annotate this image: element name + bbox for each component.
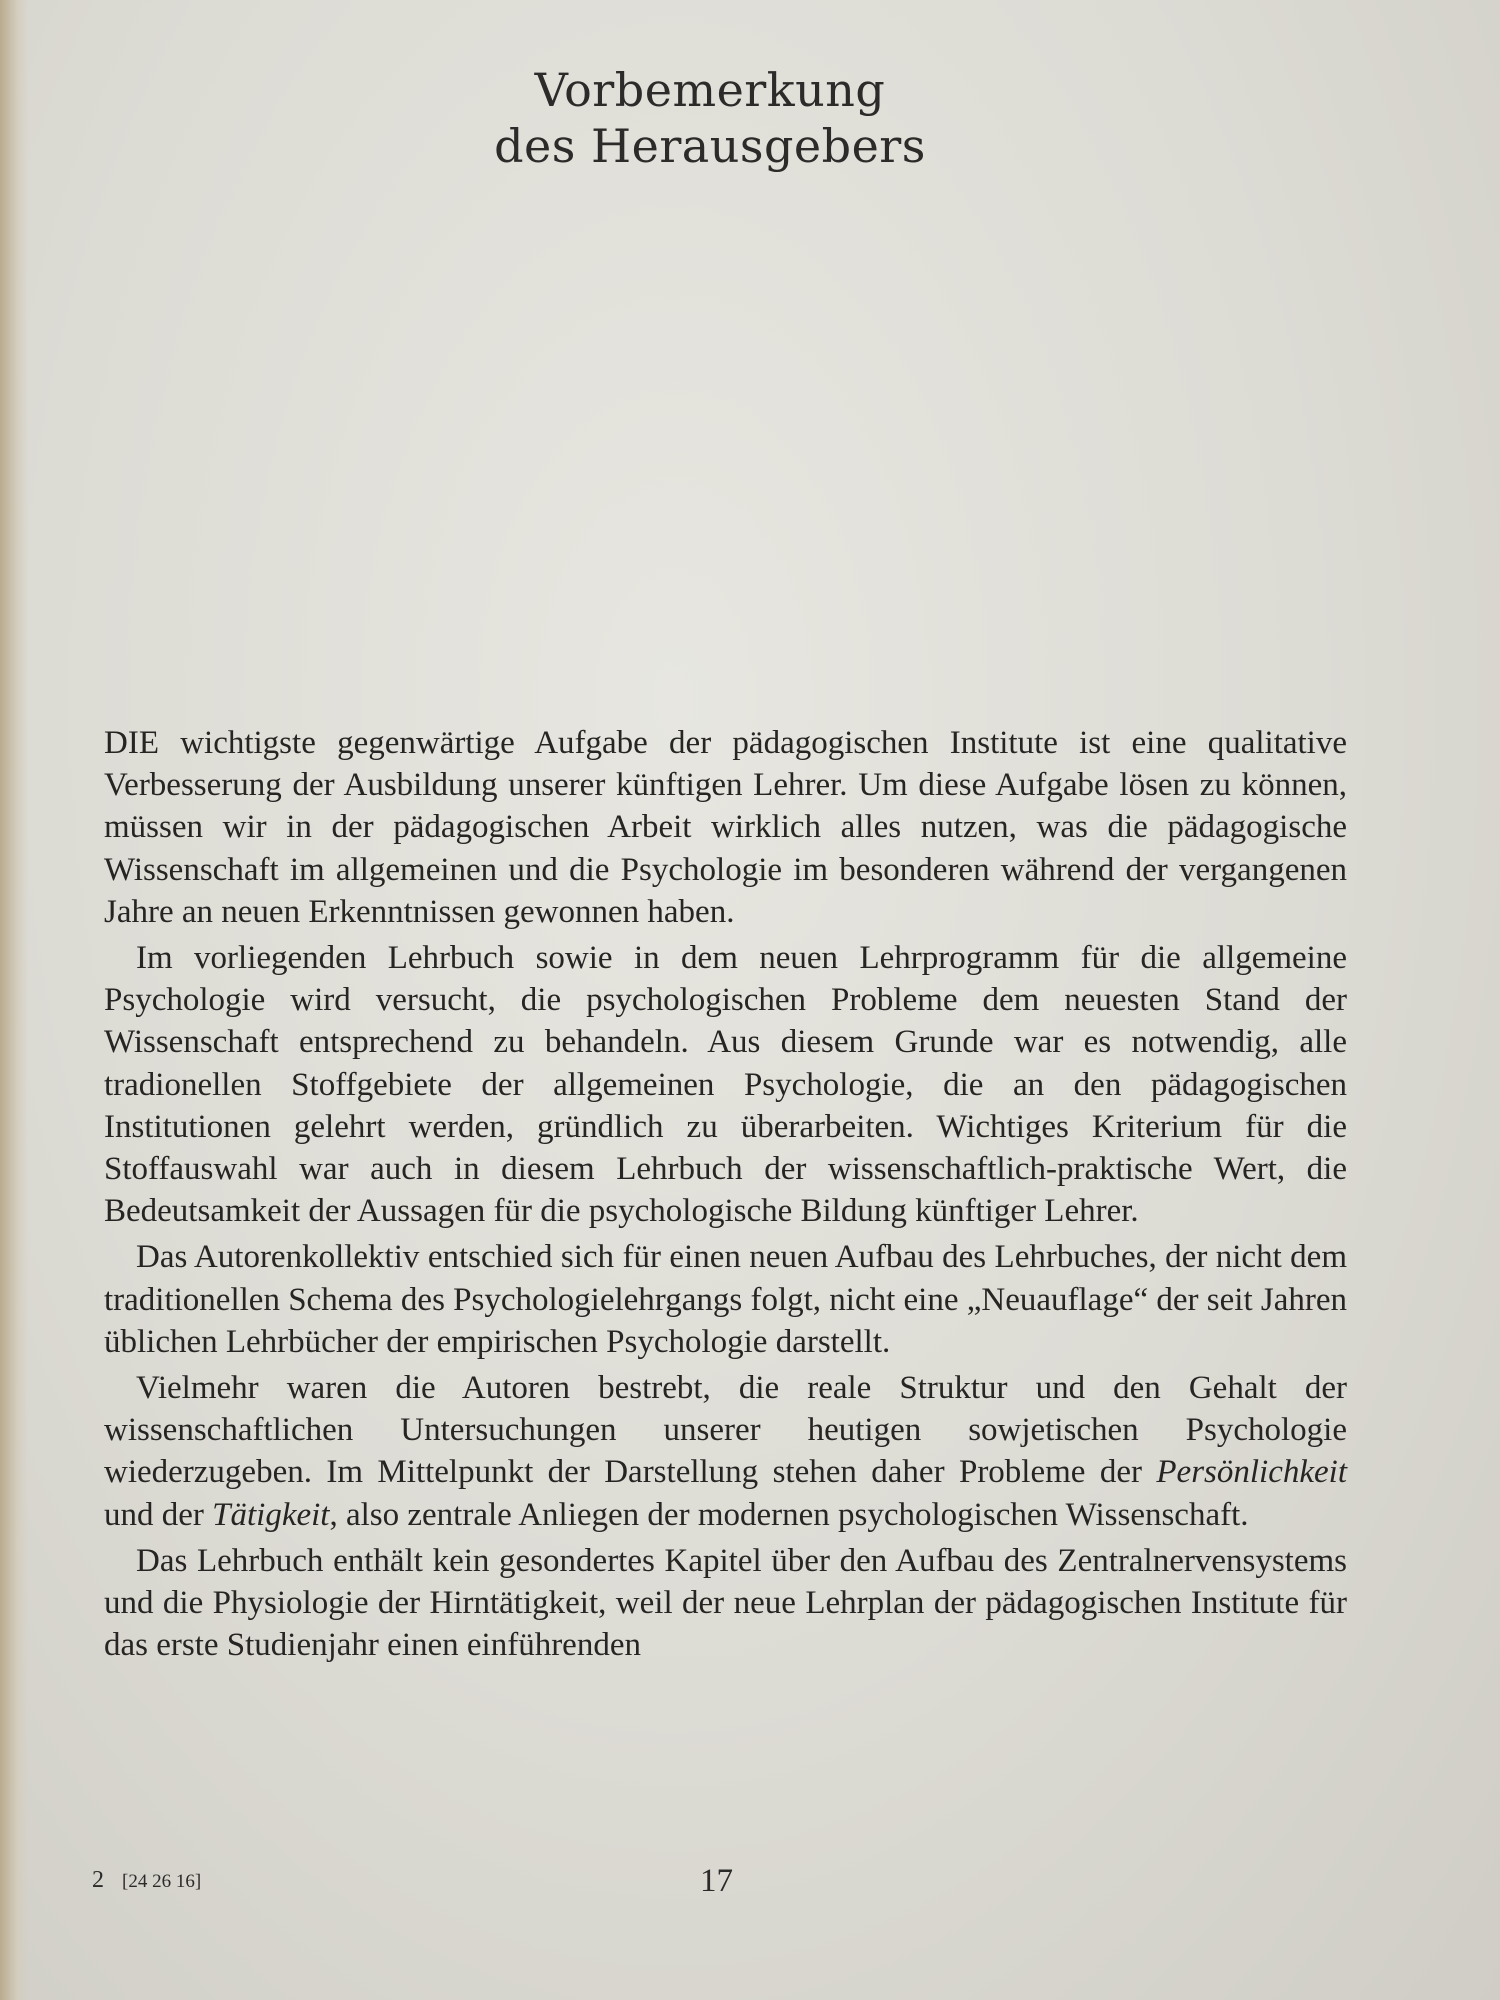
paragraph-4-text-c: , also zentrale Anliegen der modernen psychologischen Wissenschaft. [329, 1496, 1249, 1533]
paragraph-4 [104, 1367, 1347, 1536]
body-text [104, 722, 1347, 1670]
printer-signature [92, 1867, 201, 1894]
paragraph-4-text-a: Vielmehr waren die Autoren bestrebt, die reale Struktur und den Gehalt der wissenschaftlichen Untersuchungen unserer heutigen sowjetischen Psychologie wiederzugeben. Im Mittelpunkt der Darstellung stehen daher Probleme der [104, 1370, 1347, 1491]
chapter-title-line-1: Vorbemerkung [534, 63, 886, 117]
paragraph-2: Im vorliegenden Lehrbuch sowie in dem neuen Lehrprogramm für die allgemeine Psychologie wird versucht, die psychologischen Probleme dem neuesten Stand der Wissenschaft entsprechend zu behandeln. Aus diesem Grunde war es notwendig, alle tradionellen Stoffgebiete der allgemeinen Psychologie, die an den pädagogischen Institutionen gelehrt werden, gründlich zu überarbeiten. Wichtiges Kriterium für die Stoffauswahl war auch in diesem Lehrbuch der wissenschaftlich-praktische Wert, die Bedeutsamkeit der Aussagen für die psychologische Bildung künftiger Lehrer. [104, 940, 1347, 1230]
paragraph-5: Das Lehrbuch enthält kein gesondertes Kapitel über den Aufbau des Zentralnervensystems und die Physiologie der Hirntätigkeit, weil der neue Lehrplan der pädagogischen Institute für das erste Studienjahr einen einführenden [104, 1542, 1347, 1664]
emphasis-persoenlichkeit: Persönlichkeit [1156, 1454, 1347, 1491]
signature-number: 2 [92, 1867, 104, 1893]
page-number: 17 [700, 1863, 733, 1899]
paragraph-4-text-b: und der [104, 1496, 213, 1533]
chapter-title [0, 62, 1420, 174]
emphasis-taetigkeit: Tätigkeit [212, 1496, 330, 1533]
signature-code: [24 26 16] [122, 1871, 202, 1892]
paragraph-3: Das Autorenkollektiv entschied sich für einen neuen Aufbau des Lehrbuches, der nicht dem traditionellen Schema des Psychologielehrgangs folgt, nicht eine „Neuauflage“ der seit Jahren üblichen Lehrbücher der empirischen Psychologie darstellt. [104, 1239, 1347, 1360]
gutter-shadow [0, 0, 28, 2000]
paragraph-1: DIE wichtigste gegenwärtige Aufgabe der pädagogischen Institute ist eine qualitative Verbesserung der Ausbildung unserer künftigen Lehrer. Um diese Aufgabe lösen zu können, müssen wir in der pädagogischen Arbeit wirklich alles nutzen, was die pädagogische Wissenschaft im allgemeinen und die Psychologie im besonderen während der vergangenen Jahre an neuen Erkenntnissen gewonnen haben. [104, 725, 1347, 930]
chapter-title-line-2: des Herausgebers [494, 119, 926, 173]
